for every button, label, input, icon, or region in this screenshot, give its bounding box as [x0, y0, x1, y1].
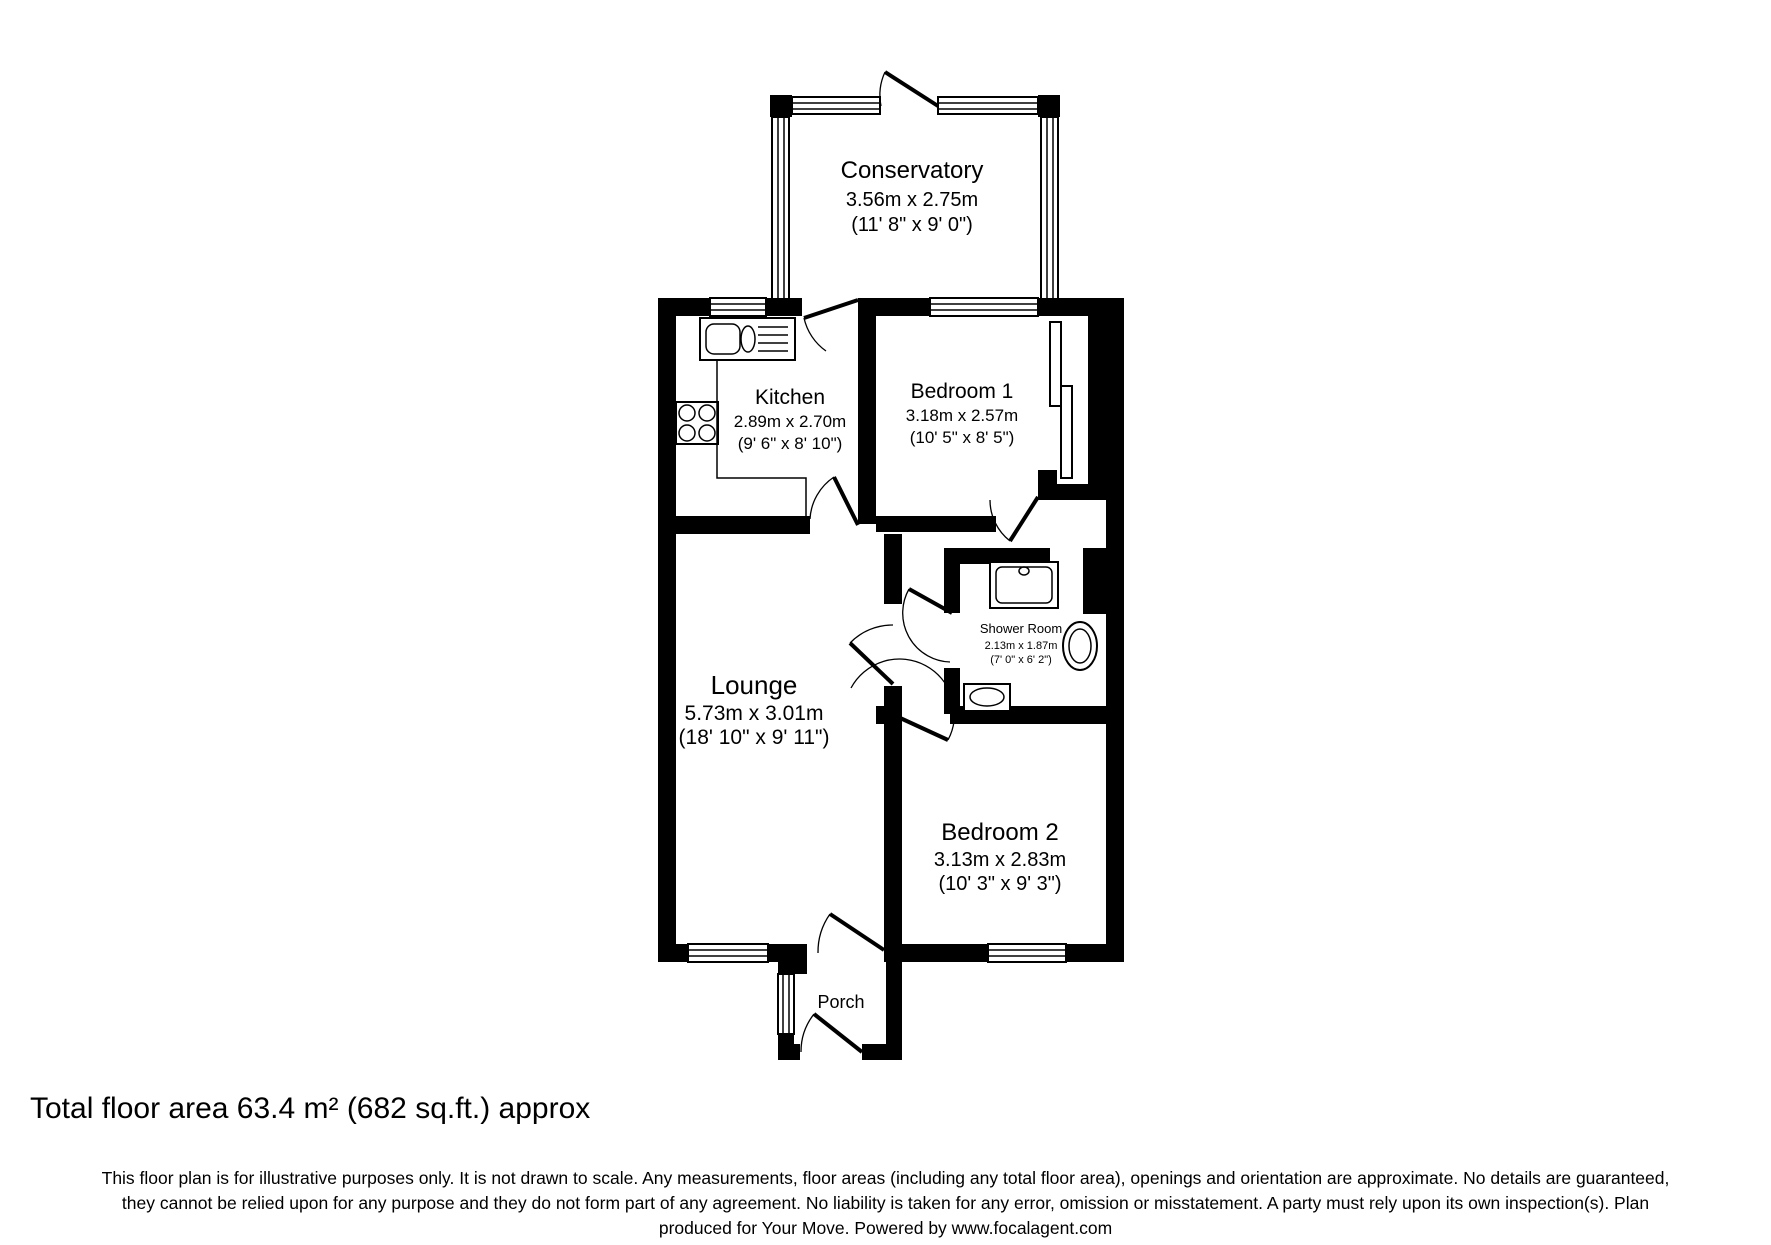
conservatory-kitchen-door-icon	[804, 300, 858, 351]
room-label-conservatory	[841, 157, 984, 236]
bedroom2-door-icon	[851, 659, 955, 740]
conservatory-name: Conservatory	[840, 157, 984, 184]
lounge-metric: 5.73m x 3.01m	[684, 702, 824, 725]
kitchen-hob-icon	[676, 402, 718, 444]
bedroom1-metric: 3.18m x 2.57m	[905, 406, 1019, 425]
lounge-imperial: (18' 10" x 9' 11")	[678, 726, 830, 749]
kitchen-metric: 2.89m x 2.70m	[733, 412, 847, 431]
bedroom2-metric: 3.13m x 2.83m	[933, 849, 1067, 871]
bedroom2-imperial: (10' 3" x 9' 3")	[938, 873, 1062, 895]
lounge-name: Lounge	[710, 670, 798, 700]
total-floor-area-text: Total floor area 63.4 m² (682 sq.ft.) approx	[30, 1092, 591, 1125]
bedroom2-window	[988, 944, 1066, 962]
conservatory-metric: 3.56m x 2.75m	[845, 189, 979, 211]
kitchen-imperial: (9' 6" x 8' 10")	[737, 434, 843, 453]
room-label-kitchen	[734, 386, 846, 453]
conservatory-door-icon	[880, 72, 938, 106]
lounge-window	[688, 944, 768, 962]
shower-metric: 2.13m x 1.87m	[984, 640, 1058, 652]
disclaimer-text	[0, 1166, 1771, 1241]
bedroom1-wardrobe-sliding-doors	[1050, 322, 1072, 478]
disclaimer-line-2: they cannot be relied upon for any purpose and they do not form part of any agreement. No liability is taken for any error, omission or misstatement. A party must rely upon its own inspection(s). Plan	[121, 1193, 1650, 1213]
bedroom1-door-icon	[990, 497, 1038, 541]
toilet-icon	[1063, 622, 1097, 670]
conservatory-imperial: (11' 8" x 9' 0")	[851, 214, 973, 236]
front-door-icon	[818, 914, 884, 953]
lounge-door-icon	[850, 625, 893, 684]
disclaimer-line-3: produced for Your Move. Powered by www.focalagent.com	[658, 1218, 1113, 1238]
kitchen-window	[710, 298, 766, 316]
conservatory-structure	[770, 72, 1060, 299]
bedroom1-name: Bedroom 1	[910, 380, 1014, 403]
basin-icon	[964, 684, 1010, 711]
disclaimer-line-1: This floor plan is for illustrative purposes only. It is not drawn to scale. Any measurements, floor areas (including any total floor area), openings and orientation are approximate. No details are guaranteed,	[101, 1168, 1670, 1188]
shower-tray-icon	[990, 562, 1058, 608]
room-label-porch: Porch	[817, 992, 865, 1012]
room-label-shower	[980, 621, 1062, 666]
bedroom2-name: Bedroom 2	[941, 819, 1059, 846]
kitchen-name: Kitchen	[754, 386, 826, 409]
kitchen-hall-door-icon	[810, 477, 858, 525]
shower-imperial: (7' 0" x 6' 2")	[990, 654, 1052, 666]
bedroom1-window	[930, 298, 1038, 316]
bedroom1-imperial: (10' 5" x 8' 5")	[909, 428, 1015, 447]
room-label-lounge	[679, 670, 830, 749]
shower-name: Shower Room	[979, 621, 1063, 636]
room-label-bedroom2	[934, 819, 1066, 895]
room-label-bedroom1	[906, 380, 1018, 447]
kitchen-sink-icon	[700, 318, 795, 360]
porch-external-door-icon	[801, 1014, 862, 1052]
porch-window	[778, 974, 794, 1034]
